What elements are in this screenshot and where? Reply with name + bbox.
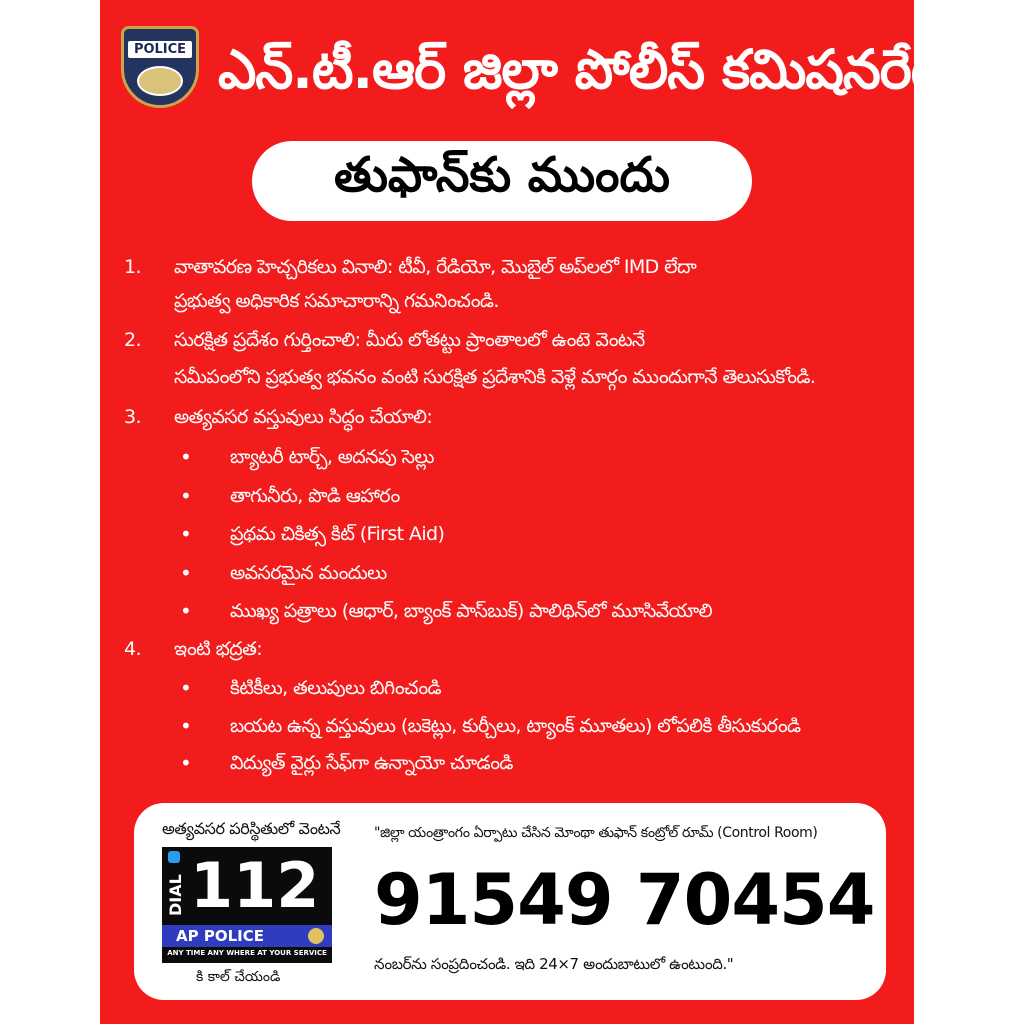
ap-police-label: AP POLICE xyxy=(162,925,332,947)
subtitle: తుఫాన్‌కు ముందు xyxy=(333,147,670,203)
bullet-text: విద్యుత్ వైర్లు సేఫ్‌గా ఉన్నాయో చూడండి xyxy=(230,752,513,774)
item-number: 1. xyxy=(124,256,141,278)
emergency-text: అత్యవసర పరిస్థితులో వెంటనే xyxy=(162,819,341,838)
item-number: 3. xyxy=(124,406,141,428)
bullet-icon: • xyxy=(180,751,192,775)
bullet-text: ముఖ్య పత్రాలు (ఆధార్, బ్యాంక్ పాస్‌బుక్) పాలిథిన్‌లో మూసివేయాలి xyxy=(230,600,712,622)
item-text: అత్యవసర వస్తువులు సిద్ధం చేయాలి: xyxy=(174,406,433,428)
call-text: కి కాల్ చేయండి xyxy=(196,969,281,985)
tagline: ANY TIME ANY WHERE AT YOUR SERVICE xyxy=(167,949,327,957)
dial-word: DIAL xyxy=(166,874,185,916)
item-number: 4. xyxy=(124,638,141,660)
bullet-text: బ్యాటరీ టార్చ్, అదనపు సెల్లు xyxy=(230,446,434,468)
contact-panel xyxy=(134,803,886,1000)
item-text: ఇంటి భద్రత: xyxy=(174,638,263,660)
control-room-text: "జిల్లా యంత్రాంగం ఏర్పాటు చేసిన మోంథా తుఫాన్ కంట్రోల్ రూమ్ (Control Room) xyxy=(374,825,818,841)
item-number: 2. xyxy=(124,329,141,351)
bullet-icon: • xyxy=(180,484,192,508)
bullet-text: బయట ఉన్న వస్తువులు (బకెట్లు, కుర్చీలు, ట్యాంక్ మూతలు) లోపలికి తీసుకురండి xyxy=(230,715,801,737)
bullet-text: ప్రథమ చికిత్స కిట్ (First Aid) xyxy=(230,523,445,545)
bullet-icon: • xyxy=(180,714,192,738)
bullet-icon: • xyxy=(180,522,192,546)
emblem-icon xyxy=(137,66,183,96)
bullet-text: తాగునీరు, పొడి ఆహారం xyxy=(230,485,400,507)
seal-icon xyxy=(308,928,324,944)
bullet-icon: • xyxy=(180,599,192,623)
page-title: ఎన్.టీ.ఆర్ జిల్లా పోలీస్ కమిషనరేట్ xyxy=(218,38,952,101)
bullet-icon: • xyxy=(180,445,192,469)
control-room-phone: 91549 70454 xyxy=(374,859,875,941)
item-text: ప్రభుత్వ అధికారిక సమాచారాన్ని గమనించండి. xyxy=(174,290,499,312)
bullet-icon: • xyxy=(180,561,192,585)
bullet-text: అవసరమైన మందులు xyxy=(230,562,387,584)
bullet-text: కిటికీలు, తలుపులు బిగించండి xyxy=(230,677,441,699)
dial-112-logo xyxy=(162,847,332,963)
police-badge-icon xyxy=(121,26,199,108)
item-text: సమీపంలోని ప్రభుత్వ భవనం వంటి సురక్షిత ప్రదేశానికి వెళ్లే మార్గం ముందుగానే తెలుసుకోండి. xyxy=(174,366,816,388)
dial-number: 112 xyxy=(190,849,320,922)
item-text: సురక్షిత ప్రదేశం గుర్తించాలి: మీరు లోతట్టు ప్రాంతాలలో ఉంటె వెంటనే xyxy=(174,329,645,351)
bullet-icon: • xyxy=(180,676,192,700)
phone-icon xyxy=(168,851,180,863)
subtitle-pill xyxy=(252,141,752,221)
item-text: వాతావరణ హెచ్చరికలు వినాలి: టీవీ, రేడియో, మొబైల్ అప్‌లలో IMD లేదా xyxy=(174,256,697,278)
availability-text: నంబర్‌ను సంప్రదించండి. ఇది 24×7 అందుబాటులో ఉంటుంది." xyxy=(374,955,734,973)
badge-label: POLICE xyxy=(128,41,192,58)
